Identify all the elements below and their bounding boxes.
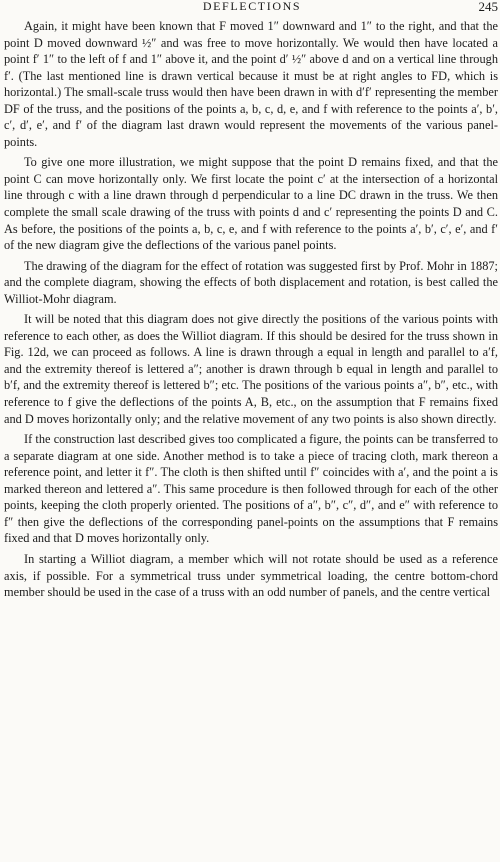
paragraph: It will be noted that this diagram does not give directly the positions of the various points with reference to each other, as does the Williot diagram. If this should be desired for the truss shown in Fig. 12d, we can proceed as follows. A line is drawn through a equal in length and parallel to a′f, and the extremity thereof is lettered a″; another is drawn through b equal in length and parallel to b′f, and the extremity thereof is lettered b″; etc. The positions of the various points a″, b″, etc., with reference to f give the deflections of the points A, B, etc., on the assumption that F remains fixed and D moves horizontally only; and the relative movement of any two points is also shown directly. xyxy=(4,312,498,426)
paragraph: In starting a Williot diagram, a member which will not rotate should be used as a reference axis, if possible. For a symmetrical truss under symmetrical loading, the centre bottom-chord member should be used in the case of a truss with an odd number of panels, and the centre vertical xyxy=(4,551,498,600)
paragraph: To give one more illustration, we might suppose that the point D remains fixed, and that the point C can move horizontally only. We first locate the point c′ at the intersection of a horizontal line through c with a line drawn through d perpendicular to a line DC drawn in the truss. We then complete the small scale drawing of the truss with points d and c′ representing the points D and C. As before, the positions of the points a, b, c, e, and f with reference to the points a′, b′, c′, e′, and f′ of the new diagram give the deflections of the various panel points. xyxy=(4,155,498,253)
paragraph: If the construction last described gives too complicated a figure, the points can be transferred to a separate diagram at one side. Another method is to take a piece of tracing cloth, mark thereon a reference point, and letter it f″. The cloth is then shifted until f″ coincides with a′, and the point a is marked thereon and lettered a″. This same procedure is then followed through for each of the other points, keeping the cloth properly oriented. The positions of a″, b″, c″, d″, and e″ with reference to f″ then give the deflections of the corresponding panel-points on the assumptions that F remains fixed and that D moves horizontally only. xyxy=(4,432,498,546)
running-title: DEFLECTIONS xyxy=(202,0,302,13)
page-number: 245 xyxy=(478,0,498,14)
body-text xyxy=(4,18,498,601)
running-header xyxy=(4,0,500,16)
paragraph: The drawing of the diagram for the effect of rotation was suggested first by Prof. Mohr in 1887; and the complete diagram, showing the effects of both displacement and rotation, is best called the Williot-Mohr diagram. xyxy=(4,258,498,306)
paragraph: Again, it might have been known that F moved 1″ downward and 1″ to the right, and that the point D moved downward ½″ and was free to move horizontally. We would then have located a point f′ 1″ to the left of f and 1″ above it, and the point d′ ½″ above d and on a vertical line through f′. (The last mentioned line is drawn vertical because it must be at right angles to FD, which is horizontal.) The small-scale truss would then have been drawn in with d′f′ representing the member DF of the truss, and the positions of the points a, b, c, d, e, and f with reference to the points a′, b′, c′, d′, e′, and f′ of the diagram last drawn would represent the movements of the various panel-points. xyxy=(4,19,498,149)
